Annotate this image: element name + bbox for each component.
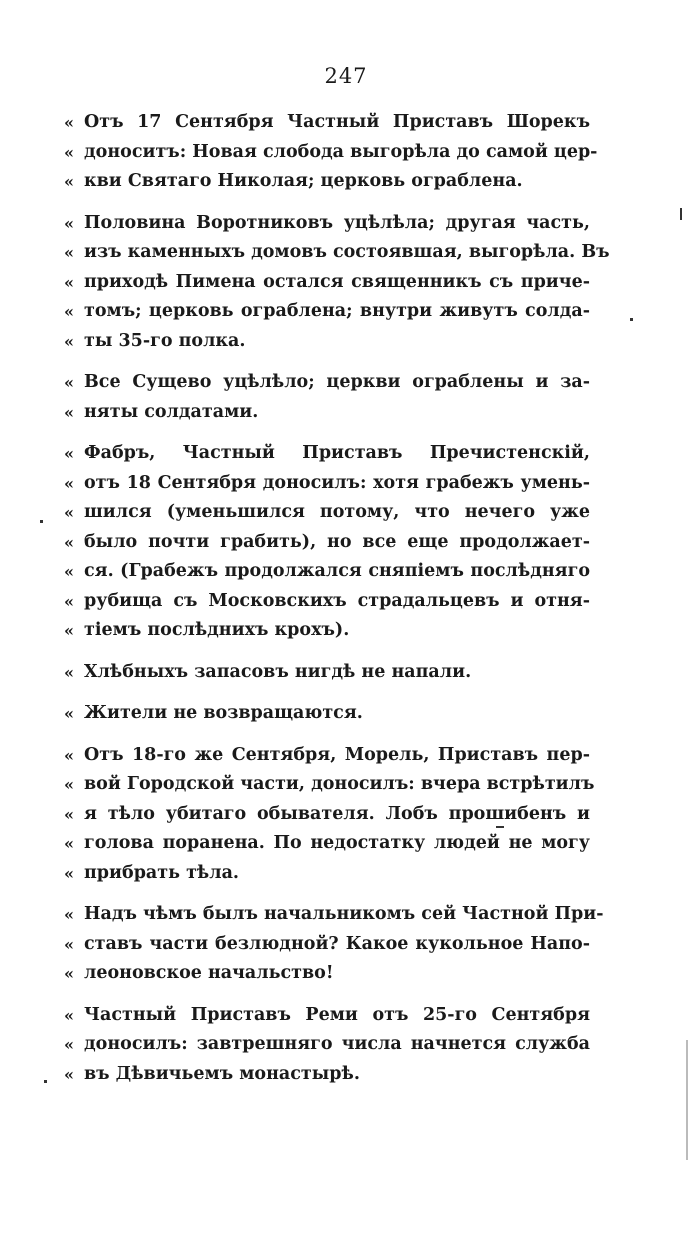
quote-mark: « xyxy=(64,1064,74,1084)
line-text: тіемъ послѣднихъ крохъ). xyxy=(84,620,350,640)
margin-mark xyxy=(630,318,633,321)
margin-mark xyxy=(44,1080,47,1083)
quote-mark: « xyxy=(64,621,74,640)
paragraph xyxy=(64,699,590,729)
quote-mark: « xyxy=(64,373,74,392)
quote-mark: « xyxy=(64,704,74,723)
text-line xyxy=(64,900,604,930)
line-text: ставъ части безлюдной? Какое кукольное Напо- xyxy=(84,933,590,954)
paragraph xyxy=(64,900,604,989)
quote-mark: « xyxy=(64,1035,74,1054)
text-line xyxy=(64,658,590,688)
line-text: въ Дѣвичьемъ монастырѣ. xyxy=(84,1063,360,1084)
line-text: томъ; церковь ограблена; внутри живутъ солда- xyxy=(84,301,590,321)
quote-mark: « xyxy=(64,562,74,581)
text-line xyxy=(64,498,590,528)
line-text: ся. (Грабежъ продолжался сняпіемъ послѣдняго xyxy=(84,561,590,581)
quote-mark: « xyxy=(64,113,74,132)
line-text: няты солдатами. xyxy=(84,401,259,422)
quote-mark: « xyxy=(64,272,74,292)
line-text: прибрать тѣла. xyxy=(84,862,240,883)
quote-mark: « xyxy=(64,503,74,522)
text-line xyxy=(64,800,590,830)
text-line xyxy=(64,297,590,327)
paragraph xyxy=(64,368,590,427)
quote-mark: « xyxy=(64,302,74,321)
text-line xyxy=(64,616,590,646)
text-line xyxy=(64,268,590,298)
margin-mark xyxy=(496,826,504,828)
text-line xyxy=(64,930,590,960)
quote-mark: « xyxy=(64,804,74,824)
text-line xyxy=(64,699,590,729)
line-text: было почти грабить), но все еще продолжает- xyxy=(84,531,590,552)
quote-mark: « xyxy=(64,745,74,765)
paragraph xyxy=(64,439,590,646)
quote-mark: « xyxy=(64,934,74,954)
line-text: Хлѣбныхъ запасовъ нигдѣ не напали. xyxy=(84,661,472,682)
text-line xyxy=(64,1001,590,1031)
line-text: ты 35-го полка. xyxy=(84,330,246,351)
line-text: доноситъ: Новая слобода выгорѣла до самой цер- xyxy=(84,141,598,162)
margin-mark xyxy=(40,520,43,523)
line-text: шился (уменьшился потому, что нечего уже xyxy=(84,502,590,522)
quote-mark: « xyxy=(64,331,74,351)
paragraph xyxy=(64,658,590,688)
paragraph xyxy=(64,1001,590,1090)
margin-mark xyxy=(686,1040,688,1160)
line-text: Отъ 17 Сентября Частный Приставъ Шорекъ xyxy=(84,112,590,132)
line-text: Отъ 18-го же Сентября, Морель, Приставъ пер- xyxy=(84,744,590,765)
quote-mark: « xyxy=(64,834,74,853)
line-text: приходѣ Пимена остался священникъ съ приче- xyxy=(84,271,590,292)
quote-mark: « xyxy=(64,905,74,924)
page-text xyxy=(64,108,610,1101)
line-text: доносилъ: завтрешняго числа начнется служба xyxy=(84,1034,590,1054)
line-text: рубища съ Московскихъ страдальцевъ и отня- xyxy=(84,590,590,611)
text-line xyxy=(64,108,590,138)
paragraph xyxy=(64,741,595,889)
text-line xyxy=(64,398,590,428)
quote-mark: « xyxy=(64,662,74,682)
margin-mark xyxy=(680,208,682,220)
quote-mark: « xyxy=(64,1005,74,1025)
line-text: изъ каменныхъ домовъ состоявшая, выгорѣла. Въ xyxy=(84,242,610,262)
text-line xyxy=(64,528,590,558)
text-line xyxy=(64,368,590,398)
line-text: Жители не возвращаются. xyxy=(84,703,363,723)
text-line xyxy=(64,209,590,239)
text-line xyxy=(64,557,590,587)
text-line xyxy=(64,859,590,889)
text-line xyxy=(64,959,590,989)
text-line xyxy=(64,327,590,357)
line-text: Половина Воротниковъ уцѣлѣла; другая часть, xyxy=(84,212,590,233)
quote-mark: « xyxy=(64,142,74,162)
text-line xyxy=(64,238,610,268)
text-line xyxy=(64,439,590,469)
line-text: отъ 18 Сентября доносилъ: хотя грабежъ умень- xyxy=(84,472,590,493)
line-text: Все Сущево уцѣлѣло; церкви ограблены и за- xyxy=(84,372,590,392)
quote-mark: « xyxy=(64,775,74,794)
text-line xyxy=(64,741,590,771)
quote-mark: « xyxy=(64,172,74,191)
quote-mark: « xyxy=(64,243,74,262)
quote-mark: « xyxy=(64,402,74,422)
line-text: вой Городской части, доносилъ: вчера встрѣтилъ xyxy=(84,774,595,794)
quote-mark: « xyxy=(64,591,74,611)
text-line xyxy=(64,770,595,800)
quote-mark: « xyxy=(64,213,74,233)
quote-mark: « xyxy=(64,863,74,883)
line-text: Фабръ, Частный Приставъ Пречистенскій, xyxy=(84,443,590,463)
quote-mark: « xyxy=(64,444,74,463)
line-text: леоновское начальство! xyxy=(84,963,334,983)
text-line xyxy=(64,1030,590,1060)
line-text: Надъ чѣмъ былъ начальникомъ сей Частной При- xyxy=(84,904,604,924)
line-text: голова поранена. По недостатку людей не могу xyxy=(84,833,590,853)
line-text: Частный Приставъ Реми отъ 25-го Сентября xyxy=(84,1004,590,1025)
quote-mark: « xyxy=(64,473,74,493)
text-line xyxy=(64,469,590,499)
text-line xyxy=(64,587,590,617)
quote-mark: « xyxy=(64,532,74,552)
paragraph xyxy=(64,108,598,197)
line-text: я тѣло убитаго обывателя. Лобъ прошибенъ и xyxy=(84,803,590,824)
quote-mark: « xyxy=(64,964,74,983)
text-line xyxy=(64,1060,590,1090)
text-line xyxy=(64,138,598,168)
line-text: кви Святаго Николая; церковь ограблена. xyxy=(84,171,523,191)
text-line xyxy=(64,167,590,197)
page-number: 247 xyxy=(324,64,368,88)
text-line xyxy=(64,829,590,859)
paragraph xyxy=(64,209,610,357)
